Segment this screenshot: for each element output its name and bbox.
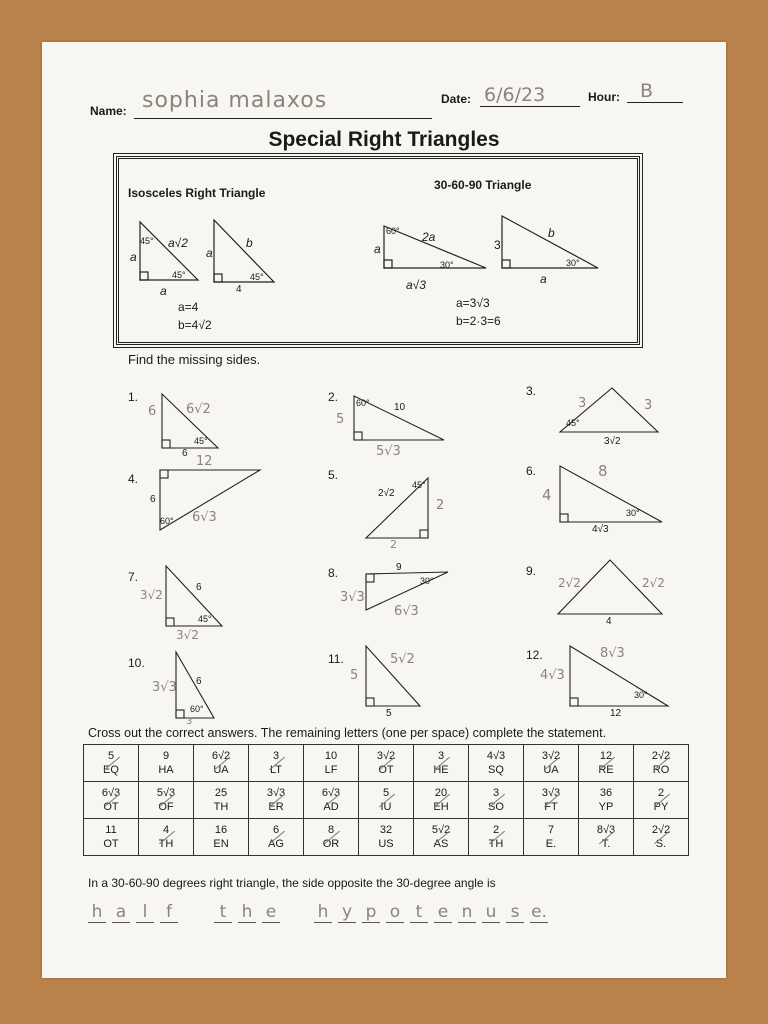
cell-letters: OT (103, 838, 119, 850)
problem-10-given-6: 6 (196, 676, 202, 687)
table-cell (139, 782, 194, 819)
t2-3-label: 3 (494, 238, 501, 252)
cell-value: 5 (382, 787, 390, 799)
cell-letters: IU (380, 801, 392, 813)
table-cell (84, 745, 139, 782)
cell-letters: TH (213, 801, 229, 813)
table-cell (249, 745, 304, 782)
table-cell (194, 782, 249, 819)
cell-letters: SQ (488, 764, 504, 776)
cell-value: 25 (214, 787, 228, 799)
table-cell (304, 819, 359, 856)
table-cell (249, 782, 304, 819)
problem-5-given-45: 45° (412, 480, 426, 490)
cell-value: 9 (162, 750, 170, 762)
cell-value: 3 (492, 787, 500, 799)
cell-value: 8√3 (596, 824, 616, 836)
problem-2-given-60: 60° (356, 398, 370, 408)
date-value: 6/6/23 (484, 84, 546, 106)
t-a-eq: a=3√3 (456, 296, 490, 310)
problem-11-given-5: 5 (386, 708, 392, 719)
problem-6-given-30: 30° (626, 508, 640, 518)
cell-value: 5 (107, 750, 115, 762)
problem-8-hand-6r3: 6√3 (394, 604, 419, 619)
problem-7-hand-a: 3√2 (140, 588, 163, 602)
table-cell (634, 819, 689, 856)
t-b-eq: b=2·3=6 (456, 314, 501, 328)
cell-value: 32 (379, 824, 393, 836)
answer-letter: h (238, 902, 256, 923)
cell-letters: EN (213, 838, 229, 850)
iso-45-bottom: 45° (172, 270, 186, 280)
page-title: Special Right Triangles (268, 128, 500, 151)
cell-value: 3 (272, 750, 280, 762)
iso-a-eq: a=4 (178, 300, 199, 314)
cell-letters: AS (433, 838, 449, 850)
table-cell (304, 745, 359, 782)
problem-1-number: 1. (128, 390, 139, 404)
answer-letter: e. (531, 902, 547, 922)
instructions: Find the missing sides. (128, 352, 261, 367)
cell-letters: E. (545, 838, 557, 850)
problem-10-hand-3: 3 (186, 716, 193, 727)
cell-value: 4 (162, 824, 170, 836)
t-a-label: a (374, 242, 381, 256)
iso2-b-label: b (246, 236, 253, 250)
t2-b-label: b (548, 226, 555, 240)
table-cell (634, 782, 689, 819)
answer-letter: s (506, 902, 524, 923)
cell-letters: LF (324, 764, 338, 776)
cell-letters: S. (655, 838, 667, 850)
problem-3-hand-3a: 3 (578, 396, 587, 411)
problem-6-hand-4: 4 (542, 486, 552, 504)
hour-value: B (640, 80, 654, 102)
cell-value: 2√2 (651, 824, 671, 836)
answer-letter: a (112, 902, 130, 923)
cell-letters: OT (103, 801, 119, 813)
cell-value: 5√2 (431, 824, 451, 836)
problem-2-given-10: 10 (394, 402, 406, 413)
problem-1-hand-6r2: 6√2 (186, 402, 211, 417)
problem-10-given-60: 60° (190, 704, 204, 714)
cell-letters: AD (323, 801, 339, 813)
table-cell (579, 782, 634, 819)
problem-9-hand-b: 2√2 (642, 576, 665, 590)
cell-letters: OF (158, 801, 174, 813)
cell-value: 10 (324, 750, 338, 762)
problem-5-given-2r2: 2√2 (378, 488, 395, 499)
table-cell (524, 819, 579, 856)
problem-12-hand-8r3: 8√3 (600, 646, 625, 661)
table-cell (359, 819, 414, 856)
iso2-a-label: a (206, 246, 213, 260)
cell-value: 12 (599, 750, 613, 762)
iso2-45-label: 45° (250, 272, 264, 282)
statement-text: In a 30-60-90 degrees right triangle, the side opposite the 30-degree angle is (88, 876, 496, 890)
cell-value: 6√2 (211, 750, 231, 762)
cell-letters: TH (488, 838, 504, 850)
answer-letter: l (136, 902, 154, 923)
table-cell (139, 745, 194, 782)
t-aroot3-label: a√3 (406, 278, 426, 292)
problem-12-given-30: 30° (634, 690, 648, 700)
problem-3-hand-3b: 3 (644, 398, 653, 413)
cell-value: 3√2 (541, 750, 561, 762)
problem-1-given-6: 6 (182, 448, 188, 459)
iso2-4-label: 4 (236, 284, 242, 295)
table-cell (139, 819, 194, 856)
table-row (84, 819, 689, 856)
iso-b-eq: b=4√2 (178, 318, 212, 332)
cell-value: 2 (492, 824, 500, 836)
cell-letters: UA (543, 764, 559, 776)
table-cell (579, 745, 634, 782)
problem-10-hand-3r3: 3√3 (152, 680, 177, 695)
cell-value: 6√3 (321, 787, 341, 799)
problem-3-given-3r2: 3√2 (604, 436, 621, 447)
cell-letters: HA (158, 764, 174, 776)
problem-11-number: 11. (328, 652, 344, 666)
table-cell (249, 819, 304, 856)
problem-1-hand-12: 12 (196, 454, 213, 469)
table-cell (469, 745, 524, 782)
problem-6-number: 6. (526, 464, 537, 478)
problem-11-hand-5: 5 (350, 668, 359, 683)
cell-value: 36 (599, 787, 613, 799)
cell-letters: RE (598, 764, 614, 776)
problem-10-number: 10. (128, 656, 145, 670)
problem-9-hand-a: 2√2 (558, 576, 581, 590)
hour-label: Hour: (588, 90, 620, 104)
table-cell (579, 819, 634, 856)
cell-letters: ER (268, 801, 284, 813)
problem-6-hand-8: 8 (598, 462, 608, 480)
problem-2-hand-5: 5 (336, 412, 345, 427)
table-cell (414, 745, 469, 782)
cell-value: 2√2 (651, 750, 671, 762)
cell-value: 11 (105, 824, 117, 836)
problem-3-number: 3. (526, 384, 537, 398)
problem-4-given-60: 60° (160, 516, 174, 526)
table-cell (84, 782, 139, 819)
cell-letters: RO (652, 764, 670, 776)
t-60-label: 60° (386, 226, 400, 236)
problem-7-number: 7. (128, 570, 139, 584)
iso-a-bottom: a (160, 284, 167, 298)
answer-letter: t (214, 902, 232, 923)
problem-11-hand-5r2: 5√2 (390, 652, 415, 667)
t-30-label: 30° (440, 260, 454, 270)
iso-45-top: 45° (140, 236, 154, 246)
cell-value: 16 (214, 824, 228, 836)
table-cell (524, 782, 579, 819)
cell-value: 4√3 (486, 750, 506, 762)
problem-8-given-30: 30° (420, 576, 434, 586)
t-2a-label: 2a (422, 230, 436, 244)
problem-5-hand-2a: 2 (436, 498, 445, 513)
problem-4-number: 4. (128, 472, 139, 486)
cell-letters: LT (269, 764, 283, 776)
problem-9-given-4: 4 (606, 616, 612, 627)
problem-4-given-6: 6 (150, 494, 156, 505)
problem-3-given-45: 45° (566, 418, 580, 428)
table-cell (634, 745, 689, 782)
cell-letters: OR (322, 838, 340, 850)
cell-letters: PY (653, 801, 669, 813)
cell-value: 5√3 (156, 787, 176, 799)
problem-8-hand-3r3: 3√3 (340, 590, 365, 605)
cell-letters: FT (544, 801, 558, 813)
problem-2-number: 2. (328, 390, 339, 404)
answer-letter: p (362, 902, 380, 923)
cell-value: 7 (547, 824, 555, 836)
cell-letters: US (378, 838, 394, 850)
problem-12-number: 12. (526, 648, 543, 662)
cell-value: 3√3 (266, 787, 286, 799)
answer-letter: e (434, 902, 452, 923)
cell-letters: OT (378, 764, 394, 776)
problem-8-given-9: 9 (396, 562, 402, 573)
cell-value: 3√2 (376, 750, 396, 762)
cell-letters: EH (433, 801, 449, 813)
table-row (84, 782, 689, 819)
iso-aroot2-label: a√2 (168, 236, 188, 250)
table-cell (469, 782, 524, 819)
cross-instructions: Cross out the correct answers. The remaining letters (one per space) complete the statement. (88, 726, 607, 740)
answer-letter: u (482, 902, 500, 923)
cell-value: 3 (437, 750, 445, 762)
cell-value: 3√3 (541, 787, 561, 799)
answer-letter: y (338, 902, 356, 923)
answer-letter: n (458, 902, 476, 923)
cell-letters: UA (213, 764, 229, 776)
table-cell (414, 819, 469, 856)
cell-value: 6 (272, 824, 280, 836)
iso-title: Isosceles Right Triangle (128, 186, 266, 200)
cell-letters: YP (598, 801, 614, 813)
table-cell (524, 745, 579, 782)
t2-a-label: a (540, 272, 547, 286)
iso-a-label: a (130, 250, 137, 264)
answer-letter: o (386, 902, 404, 923)
problem-5-hand-2b: 2 (390, 538, 397, 551)
table-row (84, 745, 689, 782)
table-cell (84, 819, 139, 856)
problem-4-hand-6r3: 6√3 (192, 510, 217, 525)
name-label: Name: (90, 104, 127, 118)
date-label: Date: (441, 92, 472, 106)
answer-letter: f (160, 902, 178, 923)
cell-letters: EQ (103, 764, 119, 776)
t2-30-label: 30° (566, 258, 580, 268)
cell-letters: HE (433, 764, 449, 776)
name-value: sophia malaxos (142, 88, 328, 113)
cell-value: 6√3 (101, 787, 121, 799)
cell-letters: TH (158, 838, 174, 850)
problem-7-given-6: 6 (196, 582, 202, 593)
cell-value: 20 (434, 787, 448, 799)
problem-7-given-45: 45° (198, 614, 212, 624)
problem-1-given-45: 45° (194, 436, 208, 446)
table-cell (359, 782, 414, 819)
problem-8-number: 8. (328, 566, 339, 580)
problem-1-hand-6: 6 (148, 404, 157, 419)
problem-12-given-12: 12 (610, 708, 622, 719)
problem-12-hand-4r3: 4√3 (540, 668, 565, 683)
cell-letters: T. (601, 838, 611, 850)
problem-7-hand-b: 3√2 (176, 628, 199, 642)
cell-value: 8 (327, 824, 335, 836)
answer-letter: h (314, 902, 332, 923)
table-cell (359, 745, 414, 782)
table-cell (194, 819, 249, 856)
problem-5-number: 5. (328, 468, 339, 482)
answer-table (83, 744, 689, 856)
cell-letters: AG (268, 838, 284, 850)
table-cell (414, 782, 469, 819)
t3060-title: 30-60-90 Triangle (434, 178, 532, 192)
answer-letter: h (88, 902, 106, 923)
problem-2-hand-5r3: 5√3 (376, 444, 401, 459)
cell-letters: SO (488, 801, 504, 813)
table-cell (304, 782, 359, 819)
answer-letter: e (262, 902, 280, 923)
table-cell (469, 819, 524, 856)
problem-6-given-4r3: 4√3 (592, 524, 609, 535)
problem-9-number: 9. (526, 564, 537, 578)
cell-value: 2 (657, 787, 665, 799)
table-cell (194, 745, 249, 782)
answer-letter: t (410, 902, 428, 923)
